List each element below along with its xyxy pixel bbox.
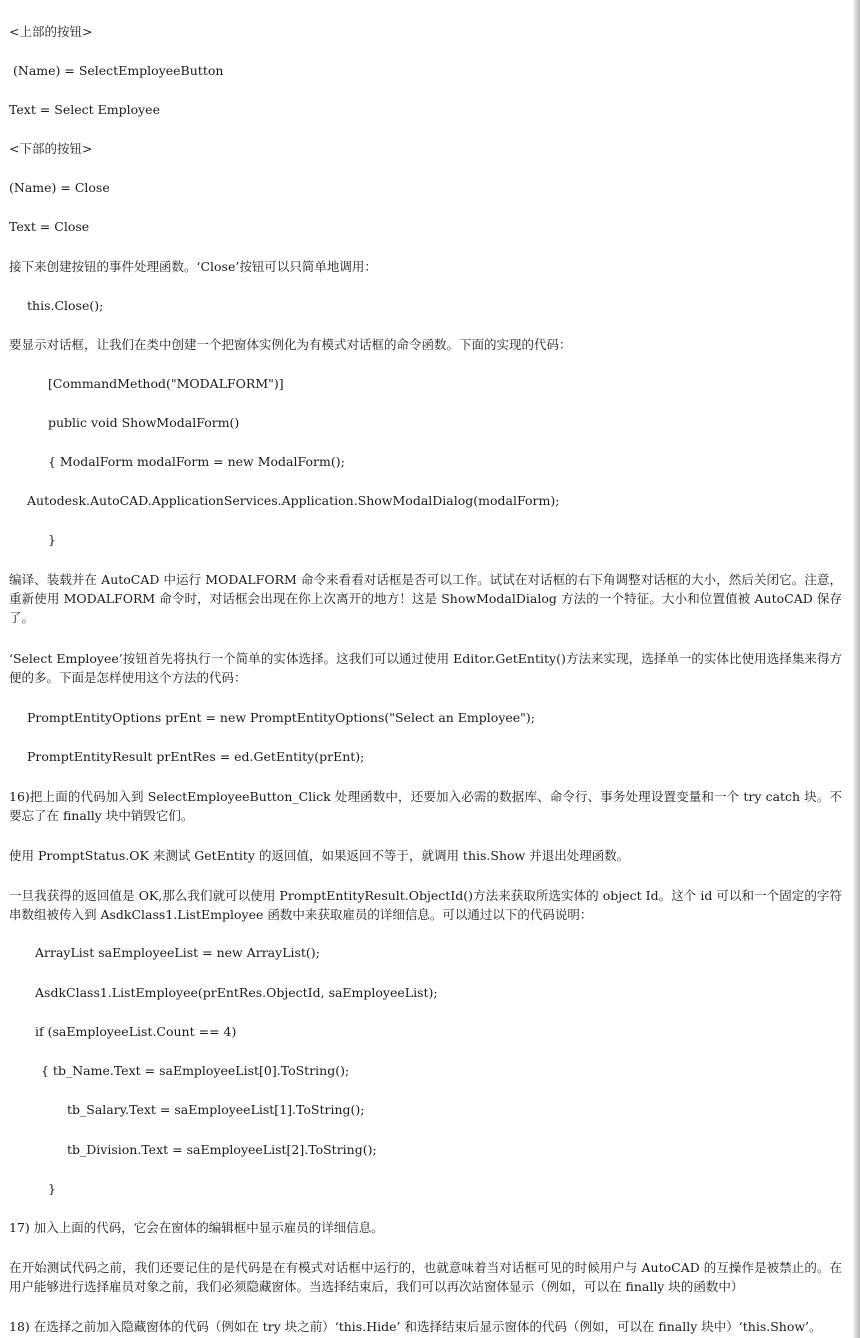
paragraph-close-handler: 接下来创建按钮的事件处理函数。‘Close’按钮可以只简单地调用： (9, 259, 377, 274)
paragraph-step-17: 17) 加入上面的代码，它会在窗体的编辑框中显示雇员的详细信息。 (9, 1220, 384, 1235)
code-method-signature: public void ShowModalForm() (48, 415, 240, 430)
paragraph-show-dialog: 要显示对话框，让我们在类中创建一个把窗体实例化为有模式对话框的命令函数。下面的实现的代码： (9, 337, 572, 352)
code-if-close-brace: } (48, 1181, 56, 1196)
paragraph-step-18: 18) 在选择之前加入隐藏窗体的代码（例如在 try 块之前）‘this.Hide’ 和选择结束后显示窗体的代码（例如，可以在 finally 块中）‘this.Show’。 (9, 1319, 822, 1334)
code-this-close: this.Close(); (27, 298, 104, 313)
code-show-modal-dialog: Autodesk.AutoCAD.ApplicationServices.Application.ShowModalDialog(modalForm); (27, 493, 560, 508)
prop-name-upper: (Name) = SelectEmployeeButton (13, 63, 224, 78)
prop-text-upper: Text = Select Employee (9, 102, 160, 117)
heading-upper-button: <上部的按钮> (9, 24, 93, 39)
paragraph-modal-note: 在开始测试代码之前，我们还要记住的是代码是在有模式对话框中运行的，也就意味着当对话框可见的时候用户与 AutoCAD 的互操作是被禁止的。在用户能够进行选择雇员对象之前，我们必须隐藏窗体。当选择结束后，我们可以再次站窗体显示（例如，可以在 finally 块的函数中） (9, 1260, 842, 1294)
paragraph-step-16: 16)把上面的代码加入到 SelectEmployeeButton_Click 处理函数中，还要加入必需的数据库、命令行、事务处理设置变量和一个 try catch 块。不要忘了在 finally 块中销毁它们。 (9, 789, 842, 823)
code-tb-name: { tb_Name.Text = saEmployeeList[0].ToString(); (41, 1063, 350, 1078)
code-arraylist-declaration: ArrayList saEmployeeList = new ArrayList(); (35, 945, 320, 960)
prop-name-lower: (Name) = Close (9, 180, 110, 195)
paragraph-object-id: 一旦我获得的返回值是 OK,那么我们就可以使用 PromptEntityResult.ObjectId()方法来获取所选实体的 object Id。这个 id 可以和一个固定的字符串数组被传入到 AsdkClass1.ListEmployee 函数中来获取雇员的详细信息。可以通过以下的代码说明： (9, 888, 842, 922)
code-prompt-entity-options: PromptEntityOptions prEnt = new PromptEntityOptions("Select an Employee"); (27, 710, 536, 725)
paragraph-prompt-status: 使用 PromptStatus.OK 来测试 GetEntity 的返回值，如果返回不等于，就调用 this.Show 并退出处理函数。 (9, 848, 630, 863)
code-tb-salary: tb_Salary.Text = saEmployeeList[1].ToString(); (67, 1102, 365, 1117)
code-if-count: if (saEmployeeList.Count == 4) (35, 1024, 237, 1039)
code-command-attribute: [CommandMethod("MODALFORM")] (48, 376, 284, 391)
heading-lower-button: <下部的按钮> (9, 141, 93, 156)
code-new-modal-form: { ModalForm modalForm = new ModalForm(); (48, 454, 345, 469)
paragraph-compile-load: 编译、装载并在 AutoCAD 中运行 MODALFORM 命令来看看对话框是否可以工作。试试在对话框的右下角调整对话框的大小，然后关闭它。注意，重新使用 MODALFORM 命令时，对话框会出现在你上次离开的地方！这是 ShowModalDialog 方法的一个特征。大小和位置值被 AutoCAD 保存了。 (9, 572, 842, 625)
code-close-brace: } (48, 532, 56, 547)
code-tb-division: tb_Division.Text = saEmployeeList[2].ToString(); (67, 1142, 377, 1157)
code-list-employee-call: AsdkClass1.ListEmployee(prEntRes.ObjectId, saEmployeeList); (35, 985, 438, 1000)
paragraph-select-employee: ‘Select Employee’按钮首先将执行一个简单的实体选择。这我们可以通过使用 Editor.GetEntity()方法来实现，选择单一的实体比使用选择集来得方便的多。下面是怎样使用这个方法的代码： (9, 651, 842, 685)
prop-text-lower: Text = Close (9, 219, 90, 234)
page-edge-shadow (852, 0, 860, 1338)
code-prompt-entity-result: PromptEntityResult prEntRes = ed.GetEntity(prEnt); (27, 749, 365, 764)
